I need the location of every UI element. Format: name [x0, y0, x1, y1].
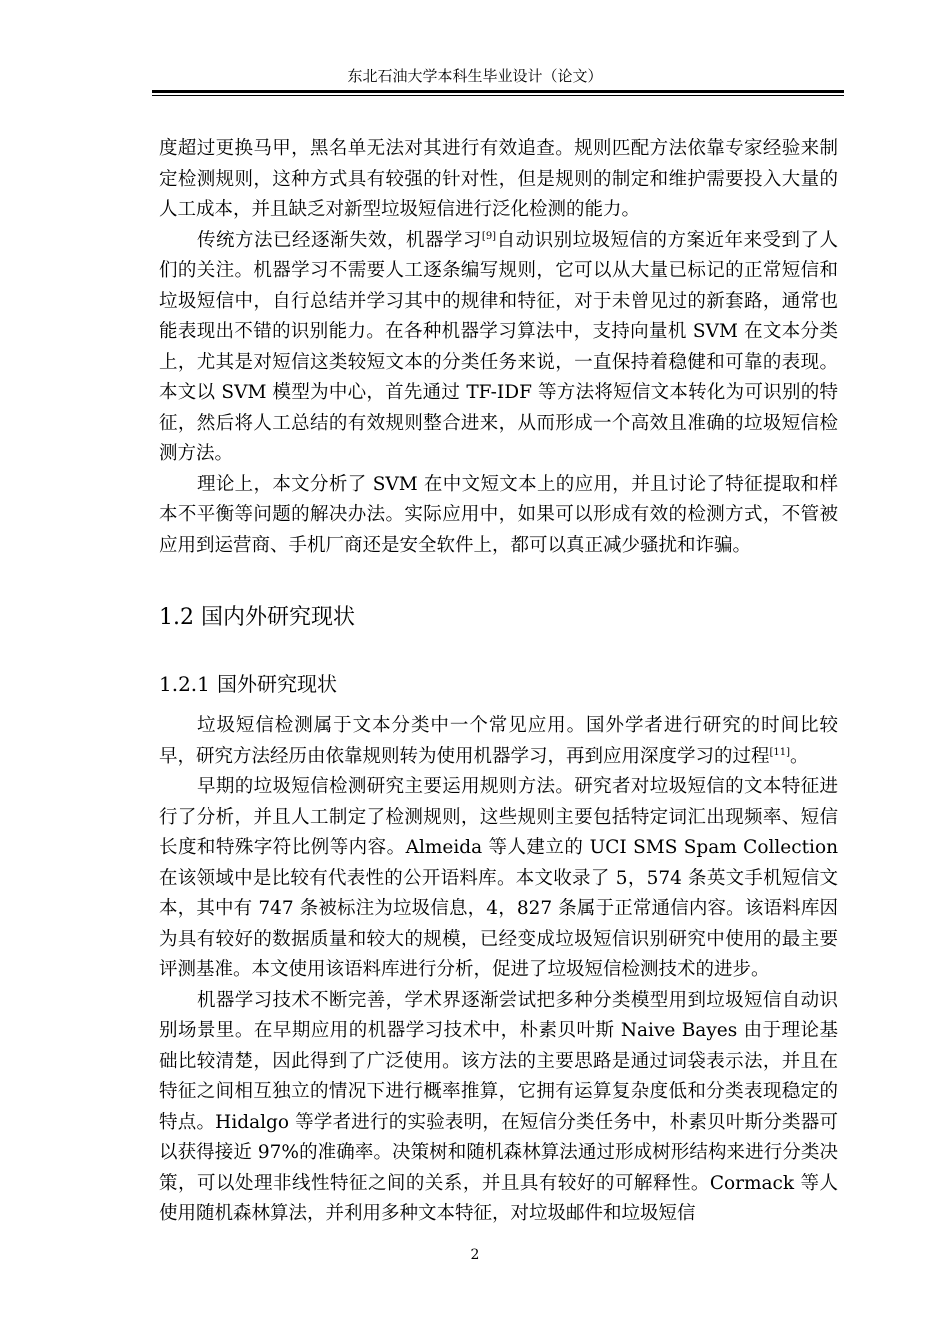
section-title: 国内外研究现状	[201, 605, 356, 630]
paragraph-4	[159, 711, 838, 772]
page-body	[159, 134, 838, 1230]
section-number: 1.2	[159, 605, 194, 630]
citation-ref-9: [9]	[481, 230, 497, 242]
paragraph-2-text-b: 自动识别垃圾短信的方案近年来受到了人们的关注。机器学习不需要人工逐条编写规则，它可以从大量已标记的正常短信和垃圾短信中，自行总结并学习其中的规律和特征，对于未曾见过的新套路，通常也能表现出不错的识别能力。在各种机器学习算法中，支持向量机 SVM 在文本分类上，尤其是对短信这类较短文本的分类任务来说，一直保持着稳健和可靠的表现。本文以 SVM 模型为中心，首先通过 TF-IDF 等方法将短信文本转化为可识别的特征，然后将人工总结的有效规则整合进来，从而形成一个高效且准确的垃圾短信检测方法。	[159, 229, 838, 464]
page-header-title: 东北石油大学本科生毕业设计（论文）	[347, 67, 603, 85]
header-rule-thin	[152, 95, 844, 96]
subsection-heading-1-2-1	[159, 669, 838, 711]
header-rule-thick	[152, 90, 844, 93]
paragraph-3: 理论上，本文分析了 SVM 在中文短文本上的应用，并且讨论了特征提取和样本不平衡等问题的解决办法。实际应用中，如果可以形成有效的检测方式，不管被应用到运营商、手机厂商还是安全软件上，都可以真正减少骚扰和诈骗。	[159, 473, 838, 556]
paragraph-5: 早期的垃圾短信检测研究主要运用规则方法。研究者对垃圾短信的文本特征进行了分析，并且人工制定了检测规则，这些规则主要包括特定词汇出现频率、短信长度和特殊字符比例等内容。Almeida 等人建立的 UCI SMS Spam Collection 在该领域中是比较有代表性的公开语料库。本文收录了 5，574 条英文手机短信文本，其中有 747 条被标注为垃圾信息，4，827 条属于正常通信内容。该语料库因为具有较好的数据质量和较大的规模，已经变成垃圾短信识别研究中使用的最主要评测基准。本文使用该语料库进行分析，促进了垃圾短信检测技术的进步。	[159, 776, 838, 980]
paragraph-2-text-a: 传统方法已经逐渐失效，机器学习	[197, 229, 482, 251]
paragraph-2	[159, 226, 838, 470]
citation-ref-11: [11]	[769, 746, 791, 758]
paragraph-6: 机器学习技术不断完善，学术界逐渐尝试把多种分类模型用到垃圾短信自动识别场景里。在早期应用的机器学习技术中，朴素贝叶斯 Naive Bayes 由于理论基础比较清楚，因此得到了广泛使用。该方法的主要思路是通过词袋表示法，并且在特征之间相互独立的情况下进行概率推算，它拥有运算复杂度低和分类表现稳定的特点。Hidalgo 等学者进行的实验表明，在短信分类任务中，朴素贝叶斯分类器可以获得接近 97%的准确率。决策树和随机森林算法通过形成树形结构来进行分类决策，可以处理非线性特征之间的关系，并且具有较好的可解释性。Cormack 等人使用随机森林算法，并利用多种文本特征，对垃圾邮件和垃圾短信	[159, 989, 838, 1224]
paragraph-1: 度超过更换马甲，黑名单无法对其进行有效追查。规则匹配方法依靠专家经验来制定检测规则，这种方式具有较强的针对性，但是规则的制定和维护需要投入大量的人工成本，并且缺乏对新型垃圾短信进行泛化检测的能力。	[159, 138, 838, 220]
subsection-title: 国外研究现状	[217, 672, 337, 696]
paragraph-4-text-b: 。	[790, 745, 809, 767]
section-heading-1-2	[159, 603, 838, 669]
page-number: 2	[470, 1247, 480, 1263]
subsection-number: 1.2.1	[159, 672, 210, 696]
paragraph-4-text-a: 垃圾短信检测属于文本分类中一个常见应用。国外学者进行研究的时间比较早，研究方法经历由依靠规则转为使用机器学习，再到应用深度学习的过程	[159, 715, 838, 767]
